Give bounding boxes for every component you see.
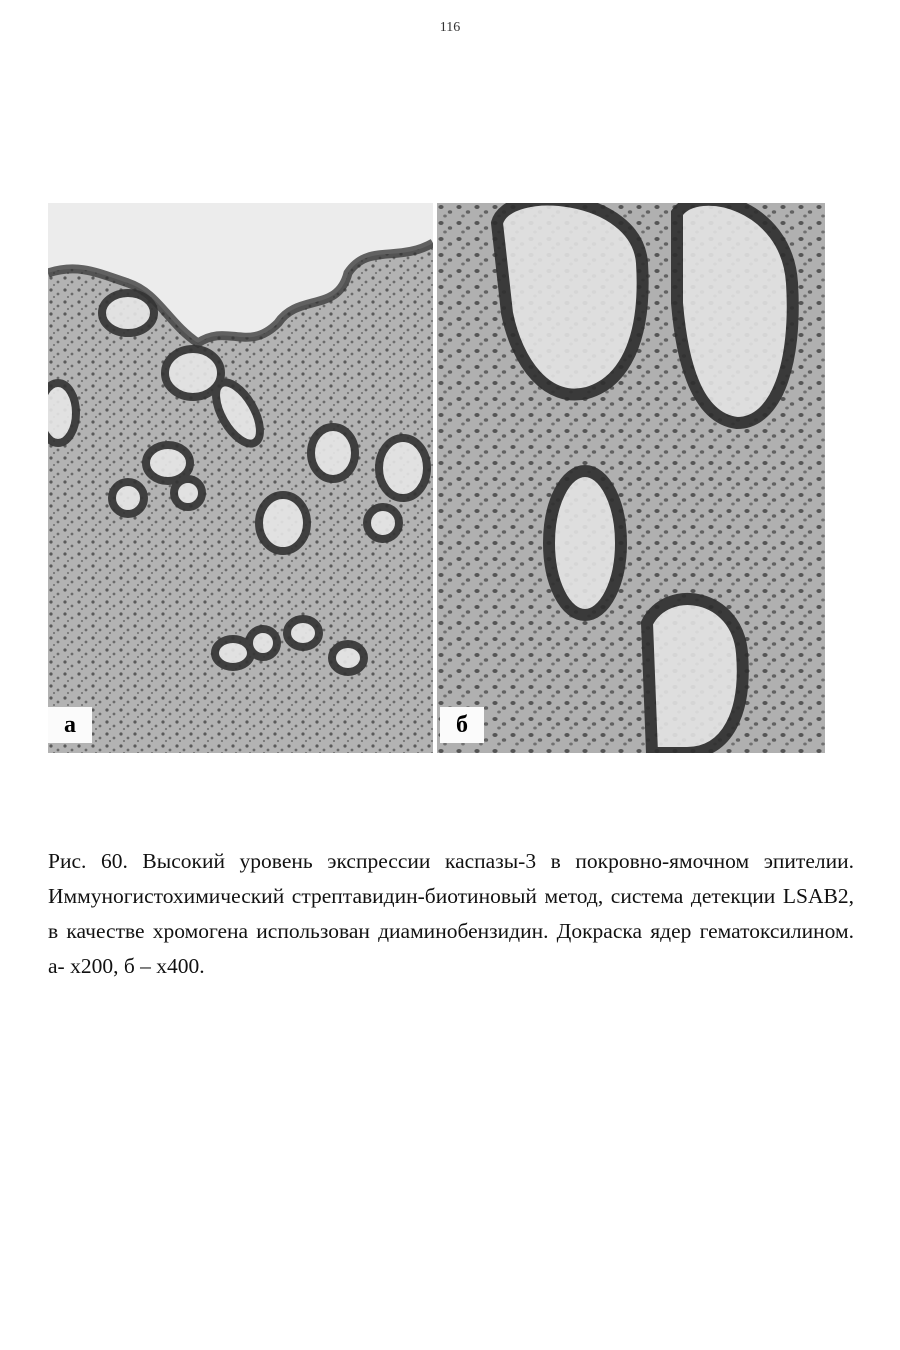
micrograph-a-image (48, 203, 433, 753)
micrograph-panel-b (437, 203, 825, 753)
figure (48, 203, 825, 753)
micrograph-b-image (437, 203, 825, 753)
panel-label-a: а (48, 707, 92, 743)
page-number: 116 (439, 20, 461, 35)
panel-label-b: б (440, 707, 484, 743)
micrograph-panel-a (48, 203, 433, 753)
figure-caption: Рис. 60. Высокий уровень экспрессии каспазы-3 в покровно-ямочном эпителии. Иммуногистохимический стрептавидин-биотиновый метод, система детекции LSAB2, в качестве хромогена использован диаминобензидин. Докраска ядер гематоксилином. а- х200, б – х400. (48, 848, 854, 978)
